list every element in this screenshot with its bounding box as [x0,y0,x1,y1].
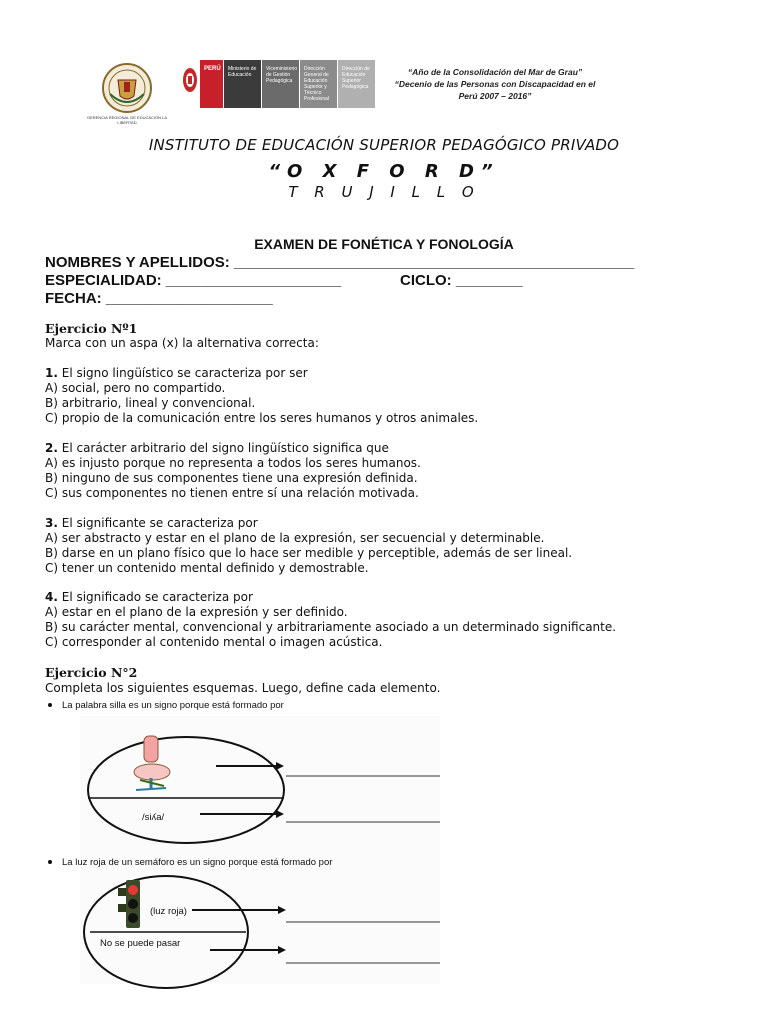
exam-title: EXAMEN DE FONÉTICA Y FONOLOGÍA [254,236,514,252]
question-3 [45,516,572,576]
banner-peru: PERÚ [200,60,224,108]
option-c[interactable]: C) propio de la comunicación entre los seres humanos y otros animales. [45,411,479,425]
question-stem: El signo lingüístico se caracteriza por ser [57,366,308,380]
traffic-light-icon-label: (luz roja) [150,906,187,917]
exercise-2-title: Ejercicio N°2 [45,665,138,680]
question-number: 2. [45,441,58,455]
question-number: 1. [45,366,58,380]
chair-phonetic-label: /siʎa/ [142,812,165,823]
item-1-text: La palabra silla es un signo porque está formado por [62,700,284,711]
names-field[interactable]: NOMBRES Y APELLIDOS: ________________________________________________ [45,254,635,271]
option-a[interactable]: A) es injusto porque no representa a todos los seres humanos. [45,456,421,470]
sign-ellipse [88,737,284,843]
item-2-text: La luz roja de un semáforo es un signo porque está formado por [62,857,333,868]
exercise-2-instruction: Completa los siguientes esquemas. Luego, define cada elemento. [45,681,441,695]
exercise-1-title: Ejercicio Nº1 [45,321,138,336]
institute-name: INSTITUTO DE EDUCACIÓN SUPERIOR PEDAGÓGICO PRIVADO [148,136,620,154]
question-number: 3. [45,516,58,530]
banner-viceministry: Viceministerio de Gestión Pedagógica [262,60,300,108]
school-name: “O X F O R D” [268,161,500,182]
motto-line-1: “Año de la Consolidación del Mar de Grau” [407,67,583,77]
city-name: T R U J I L L O [288,183,480,201]
banner-direction-general: Dirección General de Educación Superior y Técnico Profesional [300,60,338,108]
sign-diagram-chair [80,722,450,852]
option-a[interactable]: A) ser abstracto y estar en el plano de la expresión, ser secuencial y determinable. [45,531,545,545]
question-1 [45,366,478,426]
sign-diagram-traffic-light [80,874,450,994]
bullet-icon [48,703,52,707]
arrow-1-head [278,906,286,914]
arrow-2-head [278,946,286,954]
question-stem: El carácter arbitrario del signo lingüístico significa que [57,441,389,455]
arrow-2-head [276,810,284,818]
motto-line-2: “Decenio de las Personas con Discapacidad en el [394,79,596,89]
bullet-icon [48,860,52,864]
question-stem: El significante se caracteriza por [57,516,258,530]
option-c[interactable]: C) corresponder al contenido mental o imagen acústica. [45,635,383,649]
specialty-field[interactable]: ESPECIALIDAD: _____________________ [45,272,342,289]
peru-shield-icon [180,60,200,108]
question-number: 4. [45,590,58,604]
arrow-1-head [276,762,284,770]
banner-direction: Dirección de Educación Superior Pedagógica [338,60,376,108]
option-b[interactable]: B) darse en un plano físico que lo hace ser medible y perceptible, además de ser lineal. [45,546,573,560]
traffic-light-meaning-label: No se puede pasar [100,938,181,949]
ministry-banner-logo [180,60,376,108]
question-2 [45,441,421,501]
question-4 [45,590,616,650]
option-b[interactable]: B) arbitrario, lineal y convencional. [45,396,256,410]
motto-line-3: Perú 2007 – 2016” [458,91,532,101]
item-1-prompt [48,700,284,711]
seal-caption: GERENCIA REGIONAL DE EDUCACIÓN LA LIBERTAD [86,115,168,125]
item-2-prompt [48,857,332,868]
option-b[interactable]: B) su carácter mental, convencional y arbitrariamente asociado a un determinado significante. [45,620,617,634]
option-a[interactable]: A) estar en el plano de la expresión y ser definido. [45,605,348,619]
option-c[interactable]: C) tener un contenido mental definido y demostrable. [45,561,369,575]
date-field[interactable]: FECHA: ____________________ [45,290,273,307]
option-c[interactable]: C) sus componentes no tienen entre sí una relación motivada. [45,486,419,500]
exercise-1-instruction: Marca con un aspa (x) la alternativa correcta: [45,336,319,350]
traffic-light-icon [118,880,140,928]
option-b[interactable]: B) ninguno de sus componentes tiene una expresión definida. [45,471,418,485]
question-stem: El significado se caracteriza por [57,590,253,604]
year-motto [390,66,600,102]
option-a[interactable]: A) social, pero no compartido. [45,381,226,395]
banner-ministry: Ministerio de Educación [224,60,262,108]
cycle-field[interactable]: CICLO: ________ [400,272,523,289]
